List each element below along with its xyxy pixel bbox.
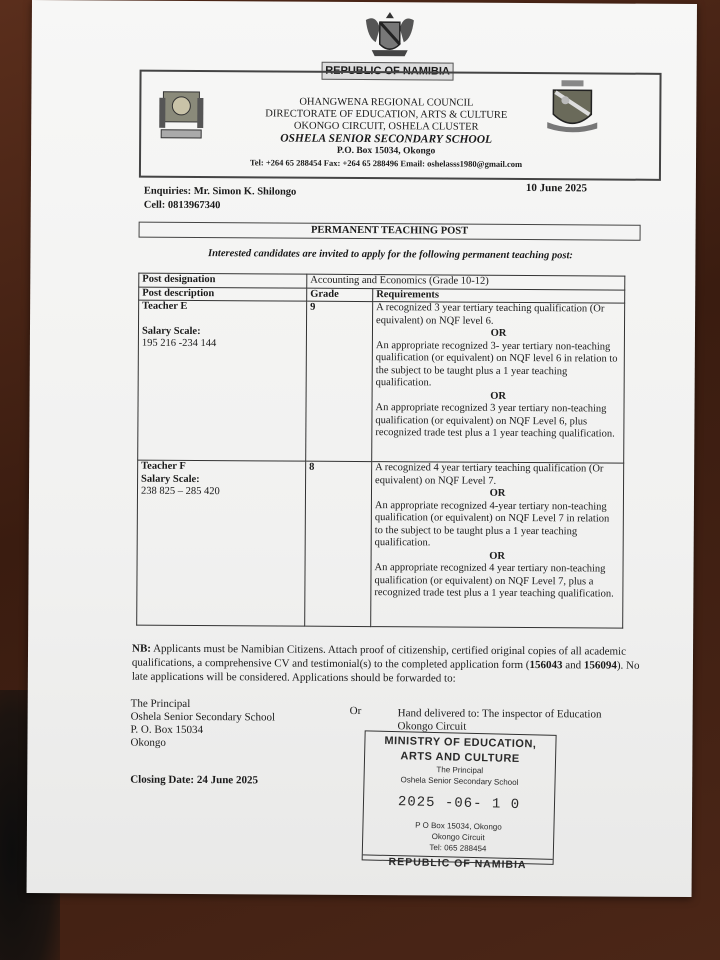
teacher-f-req-3: An appropriate recognized 4 year tertiary non-teaching qualification (or equivalent) on NQF Level 7, plus a recognized trade test plus a 1 year teaching qualification. [374, 562, 614, 600]
address-line: The Principal [130, 697, 191, 710]
enquiries-block [144, 185, 297, 214]
post-title: PERMANENT TEACHING POST [139, 222, 641, 241]
teacher-f-salary-label: Salary Scale: [141, 473, 200, 485]
table-row [137, 460, 624, 628]
closing-date: Closing Date: 24 June 2025 [130, 773, 259, 787]
coat-of-arms-icon [362, 6, 418, 64]
teacher-f-grade: 8 [305, 461, 372, 626]
teacher-f-req-2: An appropriate recognized 4-year tertiary non-teaching qualification (or equivalent) on NQF Level 7 in relation to the subject to be taught plus a 1 year teaching qualification. [374, 499, 610, 549]
republic-banner: REPUBLIC OF NAMIBIA [322, 62, 454, 81]
posts-table [136, 273, 625, 629]
hand-delivery-address [398, 707, 602, 734]
teacher-f-salary: 238 825 – 285 420 [140, 485, 220, 498]
teacher-f-title: Teacher F [141, 460, 186, 472]
official-stamp [362, 730, 557, 872]
intro-text: Interested candidates are invited to apply for the following permanent teaching post: [207, 248, 573, 262]
teacher-e-req-2: An appropriate recognized 3- year tertiary non-teaching qualification (or equivalent) on NQF level 6 in relation to the subject to be taught plus a 1 year teaching qualification. [375, 339, 618, 389]
letterhead-text [181, 96, 591, 171]
enquiries-name: Enquiries: Mr. Simon K. Shilongo [143, 185, 297, 198]
document-page [27, 0, 697, 897]
letter-date: 10 June 2025 [525, 182, 588, 195]
nb-and: and [562, 659, 584, 672]
stamp-po-box: P O Box 15034, Okongo [415, 820, 502, 832]
nb-text-2: ). No late applications will be considered. Applications should be forwarded to: [131, 659, 640, 685]
teacher-e-grade: 9 [306, 301, 373, 461]
post-designation-label: Post designation [139, 273, 307, 288]
table-row [138, 300, 625, 463]
grade-header: Grade [307, 288, 373, 302]
teacher-f-or-2: OR [489, 550, 506, 562]
postal-address [130, 698, 275, 751]
teacher-e-req-3: An appropriate recognized 3 year tertiary non-teaching qualification (or equivalent) on NQF Level 6, plus recognized trade test plus a 1 year teaching qualification. [375, 402, 615, 440]
teacher-e-salary: 195 216 -234 144 [141, 337, 217, 350]
school-name: OSHELA SENIOR SECONDARY SCHOOL [280, 132, 493, 146]
stamp-arts: ARTS AND CULTURE [400, 750, 520, 766]
stamp-ministry: MINISTRY OF EDUCATION, [384, 734, 537, 751]
school-contact: Tel: +264 65 288454 Fax: +264 65 288496 Email: oshelasss1980@gmail.com [249, 157, 523, 169]
stamp-circuit: Okongo Circuit [431, 831, 485, 843]
nb-label: NB: [132, 642, 152, 655]
hand-delivery-line: Hand delivered to: The inspector of Education [397, 707, 602, 721]
post-designation-value: Accounting and Economics (Grade 10-12) [307, 274, 625, 289]
teacher-e-title: Teacher E [142, 300, 188, 312]
school-po-box: P.O. Box 15034, Okongo [336, 145, 436, 157]
circuit-name: OKONGO CIRCUIT, OSHELA CLUSTER [293, 120, 479, 133]
teacher-f-or-1: OR [489, 487, 506, 499]
stamp-date: 2025 -06- 1 0 [397, 794, 521, 814]
stamp-tel: Tel: 065 288454 [429, 842, 487, 854]
nb-form-2: 156094 [583, 659, 617, 672]
teacher-e-or-2: OR [490, 390, 506, 402]
enquiries-cell: Cell: 0813967340 [143, 199, 221, 212]
nb-paragraph [132, 642, 644, 687]
address-line: P. O. Box 15034 [130, 723, 204, 737]
requirements-header: Requirements [373, 288, 625, 303]
hand-delivery-line: Okongo Circuit [397, 720, 467, 733]
stamp-principal: The Principal [436, 765, 484, 776]
stamp-school: Oshela Senior Secondary School [400, 775, 519, 788]
teacher-e-or-1: OR [490, 327, 507, 339]
teacher-e-salary-label: Salary Scale: [141, 325, 201, 337]
post-description-label: Post description [139, 287, 307, 302]
nb-text-1: Applicants must be Namibian Citizens. Attach proof of citizenship, certified original copies of all academic qualifications, a comprehensive CV and testimonial(s) to the completed application form ( [131, 642, 627, 672]
address-line: Okongo [130, 736, 166, 749]
teacher-f-req-1: A recognized 4 year tertiary teaching qualification (Or equivalent) on NQF Level 7. [375, 462, 604, 487]
directorate-name: DIRECTORATE OF EDUCATION, ARTS & CULTURE [265, 108, 508, 121]
nb-form-1: 156043 [529, 659, 563, 672]
council-name: OHANGWENA REGIONAL COUNCIL [299, 96, 474, 109]
stamp-footer: REPUBLIC OF NAMIBIA [362, 854, 552, 871]
teacher-e-req-1: A recognized 3 year tertiary teaching qualification (Or equivalent) on NQF level 6. [376, 302, 605, 327]
or-separator: Or [349, 704, 362, 718]
address-line: Oshela Senior Secondary School [130, 710, 276, 724]
